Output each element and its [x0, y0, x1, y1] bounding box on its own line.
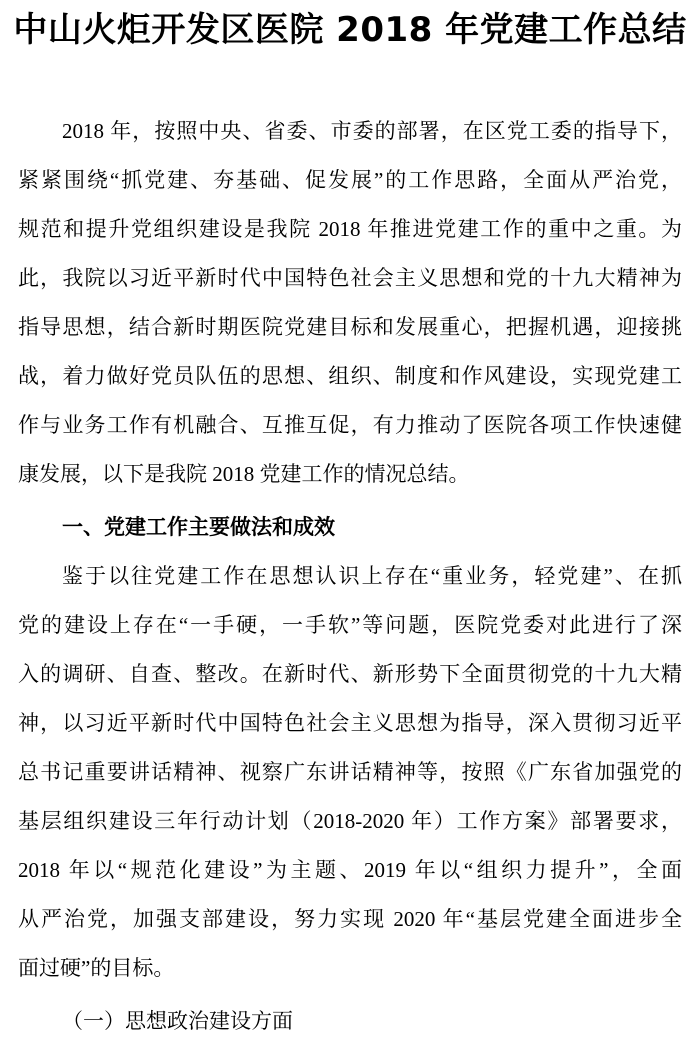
paragraph-line: 基层组织建设三年行动计划（2018-2020 年）工作方案》部署要求，	[18, 809, 682, 833]
paragraph-line: 此，我院以习近平新时代中国特色社会主义思想和党的十九大精神为	[18, 266, 682, 290]
paragraph-line: 紧紧围绕“抓党建、夯基础、促发展”的工作思路，全面从严治党，	[18, 168, 682, 192]
paragraph-line: 鉴于以往党建工作在思想认识上存在“重业务，轻党建”、在抓	[62, 564, 682, 588]
section-heading: 一、党建工作主要做法和成效	[62, 515, 335, 539]
paragraph-line: 2018 年以“规范化建设”为主题、2019 年以“组织力提升”，全面	[18, 858, 682, 882]
paragraph-line: 2018 年，按照中央、省委、市委的部署，在区党工委的指导下，	[62, 119, 682, 143]
document-title: 中山火炬开发区医院 2018 年党建工作总结	[13, 10, 687, 50]
paragraph-intro	[18, 107, 682, 499]
paragraph-line: 神，以习近平新时代中国特色社会主义思想为指导，深入贯彻习近平	[18, 711, 682, 735]
paragraph-line: 党的建设上存在“一手硬，一手软”等问题，医院党委对此进行了深	[18, 613, 682, 637]
paragraph-line: 战，着力做好党员队伍的思想、组织、制度和作风建设，实现党建工	[18, 364, 682, 388]
paragraph-line: 规范和提升党组织建设是我院 2018 年推进党建工作的重中之重。为	[18, 217, 682, 241]
paragraph-line: 面过硬”的目标。	[18, 956, 175, 980]
paragraph-section-1	[18, 552, 682, 993]
document-body	[18, 107, 682, 1046]
subsection-heading: （一）思想政治建设方面	[62, 1009, 293, 1033]
paragraph-line: 康发展，以下是我院 2018 党建工作的情况总结。	[18, 462, 470, 486]
paragraph-line: 指导思想，结合新时期医院党建目标和发展重心，把握机遇，迎接挑	[18, 315, 682, 339]
paragraph-line: 入的调研、自查、整改。在新时代、新形势下全面贯彻党的十九大精	[18, 662, 682, 686]
paragraph-line: 从严治党，加强支部建设，努力实现 2020 年“基层党建全面进步全	[18, 907, 682, 931]
paragraph-line: 作与业务工作有机融合、互推互促，有力推动了医院各项工作快速健	[18, 413, 682, 437]
paragraph-line: 总书记重要讲话精神、视察广东讲话精神等，按照《广东省加强党的	[18, 760, 682, 784]
